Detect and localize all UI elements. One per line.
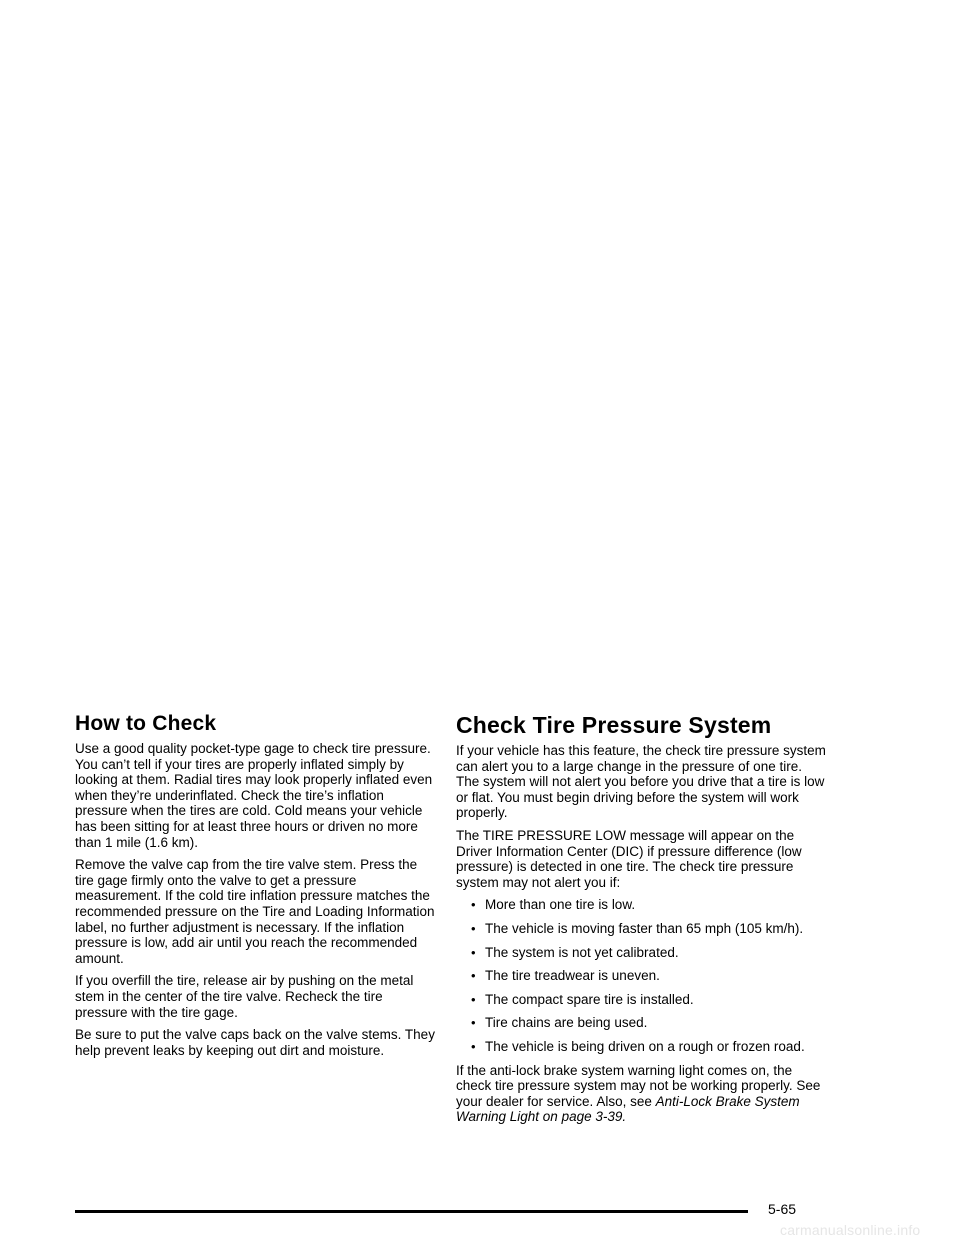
bullet-icon: • <box>471 944 476 960</box>
paragraph: If your vehicle has this feature, the check tire pressure system can alert you to a large change in the pressure of one tire. The system will not alert you before you drive that a tire is low or flat. You must begin driving before the system will work properly. <box>456 743 826 821</box>
list-item <box>456 1015 826 1031</box>
list-item <box>456 897 826 913</box>
bullet-icon: • <box>471 991 476 1007</box>
left-column <box>75 712 435 1065</box>
paragraph: Be sure to put the valve caps back on the valve stems. They help prevent leaks by keeping out dirt and moisture. <box>75 1027 435 1058</box>
footer-rule <box>75 1210 748 1213</box>
watermark: carmanualsonline.info <box>780 1222 921 1238</box>
list-item-text: The tire treadwear is uneven. <box>485 968 660 984</box>
bullet-icon: • <box>471 1038 476 1054</box>
bullet-icon: • <box>471 920 476 936</box>
list-item-text: More than one tire is low. <box>485 897 636 913</box>
paragraph: The TIRE PRESSURE LOW message will appear on the Driver Information Center (DIC) if pressure difference (low pressure) is detected in one tire. The check tire pressure system may not alert you if: <box>456 827 802 890</box>
paragraph: If you overfill the tire, release air by pushing on the metal stem in the center of the tire valve. Recheck the tire pressure with the tire gage. <box>75 973 414 1020</box>
list-item <box>456 992 826 1008</box>
bullet-icon: • <box>471 1015 476 1031</box>
list-item <box>456 1039 826 1055</box>
bullet-icon: • <box>471 968 476 984</box>
cross-reference-link[interactable]: Anti-Lock Brake System Warning Light on page 3-39. <box>456 1093 800 1125</box>
list-item-text: The vehicle is moving faster than 65 mph (105 km/h). <box>485 920 804 936</box>
closing-paragraph <box>456 1063 826 1125</box>
list-item-text: Tire chains are being used. <box>485 1015 648 1031</box>
section-heading-check-tire-pressure-system: Check Tire Pressure System <box>456 712 772 738</box>
list-item-text: The system is not yet calibrated. <box>485 944 679 960</box>
closing-text: If the anti-lock brake system warning light comes on, the check tire pressure system may not be working properly. See your dealer for service. Also, see <box>456 1062 821 1109</box>
list-item-text: The vehicle is being driven on a rough or frozen road. <box>485 1038 805 1054</box>
right-column <box>456 712 826 1132</box>
list-item <box>456 968 826 984</box>
list-item <box>456 945 826 961</box>
list-item <box>456 921 826 937</box>
paragraph: Use a good quality pocket-type gage to check tire pressure. You can’t tell if your tires are properly inflated simply by looking at them. Radial tires may look properly inflated even when they’re underinflated. Check the tire’s inflation pressure when the tires are cold. Cold means your vehicle has been sitting for at least three hours or driven no more than 1 mile (1.6 km). <box>75 741 433 850</box>
page-number: 5-65 <box>768 1201 797 1217</box>
bullet-list <box>456 897 826 1054</box>
paragraph: Remove the valve cap from the tire valve stem. Press the tire gage firmly onto the valve to get a pressure measurement. If the cold tire inflation pressure matches the recommended pressure on the Tire and Loading Information label, no further adjustment is necessary. If the inflation pressure is low, add air until you reach the recommended amount. <box>75 857 435 966</box>
bullet-icon: • <box>471 897 476 913</box>
list-item-text: The compact spare tire is installed. <box>485 991 694 1007</box>
section-heading-how-to-check: How to Check <box>75 712 217 735</box>
